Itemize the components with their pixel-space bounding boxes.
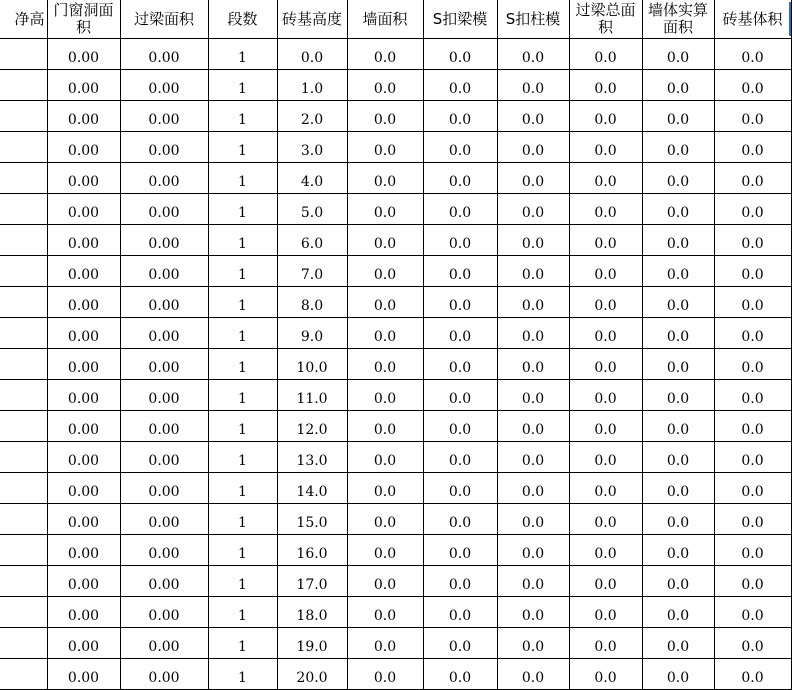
cell-brick-base-volume[interactable]: 0.0 — [714, 194, 791, 225]
cell-wall-area[interactable]: 0.0 — [347, 318, 423, 349]
cell-door-window-area[interactable]: 0.00 — [47, 163, 120, 194]
cell-lintel-total-area[interactable]: 0.0 — [569, 225, 642, 256]
cell-wall-area[interactable]: 0.0 — [347, 163, 423, 194]
cell-lintel-total-area[interactable]: 0.0 — [569, 163, 642, 194]
cell-wall-area[interactable]: 0.0 — [347, 566, 423, 597]
cell-brick-base-volume[interactable]: 0.0 — [714, 597, 791, 628]
cell-wall-net-area[interactable]: 0.0 — [642, 597, 714, 628]
cell-lintel-area[interactable]: 0.00 — [120, 380, 208, 411]
cell-net-height[interactable] — [0, 504, 47, 535]
cell-wall-net-area[interactable]: 0.0 — [642, 318, 714, 349]
cell-brick-base-height[interactable]: 11.0 — [277, 380, 347, 411]
cell-column-formwork-deduct[interactable]: 0.0 — [497, 628, 569, 659]
table-row — [0, 349, 791, 380]
cell-segments[interactable]: 1 — [208, 411, 277, 442]
cell-beam-formwork-deduct[interactable]: 0.0 — [423, 380, 497, 411]
cell-wall-area[interactable]: 0.0 — [347, 39, 423, 70]
cell-beam-formwork-deduct[interactable]: 0.0 — [423, 442, 497, 473]
cell-door-window-area[interactable]: 0.00 — [47, 318, 120, 349]
cell-brick-base-volume[interactable]: 0.0 — [714, 101, 791, 132]
cell-segments[interactable]: 1 — [208, 70, 277, 101]
cell-beam-formwork-deduct[interactable]: 0.0 — [423, 256, 497, 287]
cell-wall-area[interactable]: 0.0 — [347, 256, 423, 287]
cell-net-height[interactable] — [0, 287, 47, 318]
cell-brick-base-volume[interactable]: 0.0 — [714, 225, 791, 256]
cell-wall-net-area[interactable]: 0.0 — [642, 70, 714, 101]
table-row — [0, 194, 791, 225]
cell-brick-base-height[interactable]: 17.0 — [277, 566, 347, 597]
cell-brick-base-volume[interactable]: 0.0 — [714, 318, 791, 349]
cell-lintel-total-area[interactable]: 0.0 — [569, 442, 642, 473]
cell-net-height[interactable] — [0, 411, 47, 442]
cell-brick-base-height[interactable]: 10.0 — [277, 349, 347, 380]
cell-beam-formwork-deduct[interactable]: 0.0 — [423, 287, 497, 318]
cell-lintel-area[interactable]: 0.00 — [120, 225, 208, 256]
cell-lintel-total-area[interactable]: 0.0 — [569, 101, 642, 132]
cell-wall-area[interactable]: 0.0 — [347, 411, 423, 442]
cell-net-height[interactable] — [0, 628, 47, 659]
cell-segments[interactable]: 1 — [208, 318, 277, 349]
cell-wall-area[interactable]: 0.0 — [347, 132, 423, 163]
cell-brick-base-volume[interactable]: 0.0 — [714, 411, 791, 442]
cell-net-height[interactable] — [0, 256, 47, 287]
cell-column-formwork-deduct[interactable]: 0.0 — [497, 411, 569, 442]
cell-wall-area[interactable]: 0.0 — [347, 659, 423, 690]
cell-brick-base-volume[interactable]: 0.0 — [714, 256, 791, 287]
header-wall-net-area[interactable]: 墙体实算面积 — [642, 0, 714, 39]
cell-column-formwork-deduct[interactable]: 0.0 — [497, 132, 569, 163]
cell-net-height[interactable] — [0, 380, 47, 411]
cell-beam-formwork-deduct[interactable]: 0.0 — [423, 163, 497, 194]
cell-lintel-area[interactable]: 0.00 — [120, 101, 208, 132]
table-row — [0, 473, 791, 504]
cell-beam-formwork-deduct[interactable]: 0.0 — [423, 349, 497, 380]
cell-lintel-area[interactable]: 0.00 — [120, 473, 208, 504]
header-lintel-total-area[interactable]: 过梁总面积 — [569, 0, 642, 39]
cell-column-formwork-deduct[interactable]: 0.0 — [497, 318, 569, 349]
cell-door-window-area[interactable]: 0.00 — [47, 101, 120, 132]
cell-lintel-area[interactable]: 0.00 — [120, 535, 208, 566]
cell-door-window-area[interactable]: 0.00 — [47, 256, 120, 287]
cell-net-height[interactable] — [0, 318, 47, 349]
cell-wall-net-area[interactable]: 0.0 — [642, 628, 714, 659]
cell-door-window-area[interactable]: 0.00 — [47, 225, 120, 256]
table-row — [0, 70, 791, 101]
cell-brick-base-height[interactable]: 15.0 — [277, 504, 347, 535]
cell-wall-net-area[interactable]: 0.0 — [642, 411, 714, 442]
cell-column-formwork-deduct[interactable]: 0.0 — [497, 473, 569, 504]
cell-brick-base-volume[interactable]: 0.0 — [714, 628, 791, 659]
cell-brick-base-height[interactable]: 14.0 — [277, 473, 347, 504]
cell-wall-net-area[interactable]: 0.0 — [642, 39, 714, 70]
cell-lintel-total-area[interactable]: 0.0 — [569, 194, 642, 225]
cell-brick-base-volume[interactable]: 0.0 — [714, 39, 791, 70]
cell-lintel-total-area[interactable]: 0.0 — [569, 70, 642, 101]
cell-lintel-total-area[interactable]: 0.0 — [569, 349, 642, 380]
cell-lintel-area[interactable]: 0.00 — [120, 442, 208, 473]
cell-brick-base-height[interactable]: 0.0 — [277, 39, 347, 70]
cell-wall-area[interactable]: 0.0 — [347, 442, 423, 473]
cell-wall-area[interactable]: 0.0 — [347, 194, 423, 225]
cell-segments[interactable]: 1 — [208, 132, 277, 163]
cell-brick-base-height[interactable]: 8.0 — [277, 287, 347, 318]
cell-wall-net-area[interactable]: 0.0 — [642, 225, 714, 256]
cell-segments[interactable]: 1 — [208, 194, 277, 225]
cell-wall-net-area[interactable]: 0.0 — [642, 473, 714, 504]
cell-lintel-total-area[interactable]: 0.0 — [569, 318, 642, 349]
cell-wall-area[interactable]: 0.0 — [347, 70, 423, 101]
cell-brick-base-volume[interactable]: 0.0 — [714, 70, 791, 101]
header-wall-area[interactable]: 墙面积 — [347, 0, 423, 39]
cell-wall-net-area[interactable]: 0.0 — [642, 380, 714, 411]
cell-net-height[interactable] — [0, 39, 47, 70]
cell-wall-net-area[interactable]: 0.0 — [642, 101, 714, 132]
cell-lintel-area[interactable]: 0.00 — [120, 411, 208, 442]
cell-brick-base-volume[interactable]: 0.0 — [714, 504, 791, 535]
cell-wall-net-area[interactable]: 0.0 — [642, 132, 714, 163]
cell-segments[interactable]: 1 — [208, 39, 277, 70]
cell-column-formwork-deduct[interactable]: 0.0 — [497, 287, 569, 318]
cell-column-formwork-deduct[interactable]: 0.0 — [497, 504, 569, 535]
cell-segments[interactable]: 1 — [208, 442, 277, 473]
cell-lintel-total-area[interactable]: 0.0 — [569, 39, 642, 70]
cell-lintel-area[interactable]: 0.00 — [120, 132, 208, 163]
cell-lintel-total-area[interactable]: 0.0 — [569, 287, 642, 318]
cell-wall-net-area[interactable]: 0.0 — [642, 504, 714, 535]
cell-wall-area[interactable]: 0.0 — [347, 225, 423, 256]
cell-brick-base-height[interactable]: 5.0 — [277, 194, 347, 225]
cell-column-formwork-deduct[interactable]: 0.0 — [497, 256, 569, 287]
header-brick-base-volume[interactable]: 砖基体积 — [714, 0, 791, 39]
table-row — [0, 535, 791, 566]
cell-net-height[interactable] — [0, 473, 47, 504]
cell-beam-formwork-deduct[interactable]: 0.0 — [423, 535, 497, 566]
active-cell-edge — [789, 2, 791, 36]
header-net-height[interactable]: 净高 — [0, 0, 47, 39]
cell-segments[interactable]: 1 — [208, 659, 277, 690]
cell-column-formwork-deduct[interactable]: 0.0 — [497, 70, 569, 101]
cell-door-window-area[interactable]: 0.00 — [47, 132, 120, 163]
table-row — [0, 659, 791, 690]
cell-beam-formwork-deduct[interactable]: 0.0 — [423, 101, 497, 132]
cell-lintel-total-area[interactable]: 0.0 — [569, 473, 642, 504]
header-lintel-area[interactable]: 过梁面积 — [120, 0, 208, 39]
cell-segments[interactable]: 1 — [208, 380, 277, 411]
cell-door-window-area[interactable]: 0.00 — [47, 597, 120, 628]
cell-wall-area[interactable]: 0.0 — [347, 597, 423, 628]
cell-lintel-total-area[interactable]: 0.0 — [569, 132, 642, 163]
cell-lintel-area[interactable]: 0.00 — [120, 256, 208, 287]
header-brick-base-height[interactable]: 砖基高度 — [277, 0, 347, 39]
cell-door-window-area[interactable]: 0.00 — [47, 535, 120, 566]
cell-wall-net-area[interactable]: 0.0 — [642, 535, 714, 566]
table-row — [0, 101, 791, 132]
cell-column-formwork-deduct[interactable]: 0.0 — [497, 194, 569, 225]
cell-lintel-area[interactable]: 0.00 — [120, 349, 208, 380]
cell-segments[interactable]: 1 — [208, 163, 277, 194]
cell-beam-formwork-deduct[interactable]: 0.0 — [423, 318, 497, 349]
cell-brick-base-height[interactable]: 19.0 — [277, 628, 347, 659]
cell-lintel-area[interactable]: 0.00 — [120, 597, 208, 628]
cell-lintel-area[interactable]: 0.00 — [120, 163, 208, 194]
cell-beam-formwork-deduct[interactable]: 0.0 — [423, 39, 497, 70]
cell-segments[interactable]: 1 — [208, 225, 277, 256]
cell-brick-base-height[interactable]: 20.0 — [277, 659, 347, 690]
cell-net-height[interactable] — [0, 659, 47, 690]
cell-net-height[interactable] — [0, 566, 47, 597]
cell-brick-base-volume[interactable]: 0.0 — [714, 163, 791, 194]
table-row — [0, 628, 791, 659]
cell-wall-area[interactable]: 0.0 — [347, 628, 423, 659]
table-row — [0, 442, 791, 473]
cell-wall-net-area[interactable]: 0.0 — [642, 659, 714, 690]
cell-brick-base-height[interactable]: 18.0 — [277, 597, 347, 628]
cell-brick-base-height[interactable]: 3.0 — [277, 132, 347, 163]
cell-brick-base-volume[interactable]: 0.0 — [714, 659, 791, 690]
cell-wall-area[interactable]: 0.0 — [347, 473, 423, 504]
cell-door-window-area[interactable]: 0.00 — [47, 380, 120, 411]
cell-beam-formwork-deduct[interactable]: 0.0 — [423, 194, 497, 225]
table-row — [0, 566, 791, 597]
cell-brick-base-height[interactable]: 13.0 — [277, 442, 347, 473]
cell-lintel-area[interactable]: 0.00 — [120, 628, 208, 659]
cell-wall-area[interactable]: 0.0 — [347, 504, 423, 535]
table-row — [0, 163, 791, 194]
header-segments[interactable]: 段数 — [208, 0, 277, 39]
cell-net-height[interactable] — [0, 194, 47, 225]
table-row — [0, 597, 791, 628]
cell-door-window-area[interactable]: 0.00 — [47, 70, 120, 101]
cell-lintel-total-area[interactable]: 0.0 — [569, 380, 642, 411]
cell-brick-base-height[interactable]: 4.0 — [277, 163, 347, 194]
cell-column-formwork-deduct[interactable]: 0.0 — [497, 566, 569, 597]
cell-beam-formwork-deduct[interactable]: 0.0 — [423, 132, 497, 163]
table-row — [0, 504, 791, 535]
cell-lintel-area[interactable]: 0.00 — [120, 194, 208, 225]
cell-brick-base-height[interactable]: 2.0 — [277, 101, 347, 132]
cell-beam-formwork-deduct[interactable]: 0.0 — [423, 659, 497, 690]
cell-lintel-area[interactable]: 0.00 — [120, 318, 208, 349]
cell-column-formwork-deduct[interactable]: 0.0 — [497, 597, 569, 628]
cell-lintel-area[interactable]: 0.00 — [120, 70, 208, 101]
header-door-window-area[interactable]: 门窗洞面积 — [47, 0, 120, 39]
cell-wall-net-area[interactable]: 0.0 — [642, 566, 714, 597]
cell-door-window-area[interactable]: 0.00 — [47, 349, 120, 380]
table-row — [0, 225, 791, 256]
cell-lintel-total-area[interactable]: 0.0 — [569, 628, 642, 659]
table-row — [0, 132, 791, 163]
cell-brick-base-height[interactable]: 9.0 — [277, 318, 347, 349]
cell-column-formwork-deduct[interactable]: 0.0 — [497, 380, 569, 411]
cell-brick-base-volume[interactable]: 0.0 — [714, 535, 791, 566]
cell-door-window-area[interactable]: 0.00 — [47, 194, 120, 225]
cell-wall-area[interactable]: 0.0 — [347, 349, 423, 380]
cell-beam-formwork-deduct[interactable]: 0.0 — [423, 225, 497, 256]
cell-door-window-area[interactable]: 0.00 — [47, 473, 120, 504]
cell-brick-base-volume[interactable]: 0.0 — [714, 442, 791, 473]
table-row — [0, 380, 791, 411]
cell-door-window-area[interactable]: 0.00 — [47, 566, 120, 597]
cell-lintel-total-area[interactable]: 0.0 — [569, 659, 642, 690]
cell-wall-net-area[interactable]: 0.0 — [642, 163, 714, 194]
cell-column-formwork-deduct[interactable]: 0.0 — [497, 163, 569, 194]
cell-wall-net-area[interactable]: 0.0 — [642, 349, 714, 380]
cell-beam-formwork-deduct[interactable]: 0.0 — [423, 70, 497, 101]
table-row — [0, 411, 791, 442]
cell-column-formwork-deduct[interactable]: 0.0 — [497, 101, 569, 132]
cell-segments[interactable]: 1 — [208, 535, 277, 566]
cell-brick-base-volume[interactable]: 0.0 — [714, 473, 791, 504]
cell-lintel-total-area[interactable]: 0.0 — [569, 597, 642, 628]
cell-beam-formwork-deduct[interactable]: 0.0 — [423, 566, 497, 597]
cell-wall-net-area[interactable]: 0.0 — [642, 256, 714, 287]
cell-beam-formwork-deduct[interactable]: 0.0 — [423, 411, 497, 442]
cell-door-window-area[interactable]: 0.00 — [47, 39, 120, 70]
cell-segments[interactable]: 1 — [208, 287, 277, 318]
cell-lintel-total-area[interactable]: 0.0 — [569, 566, 642, 597]
cell-door-window-area[interactable]: 0.00 — [47, 504, 120, 535]
cell-column-formwork-deduct[interactable]: 0.0 — [497, 535, 569, 566]
cell-lintel-area[interactable]: 0.00 — [120, 287, 208, 318]
header-beam-formwork-deduct[interactable]: S扣梁模 — [423, 0, 497, 39]
cell-door-window-area[interactable]: 0.00 — [47, 442, 120, 473]
cell-wall-net-area[interactable]: 0.0 — [642, 442, 714, 473]
cell-segments[interactable]: 1 — [208, 256, 277, 287]
cell-segments[interactable]: 1 — [208, 473, 277, 504]
cell-lintel-total-area[interactable]: 0.0 — [569, 256, 642, 287]
cell-net-height[interactable] — [0, 132, 47, 163]
table-body — [0, 39, 791, 690]
cell-lintel-total-area[interactable]: 0.0 — [569, 504, 642, 535]
cell-lintel-area[interactable]: 0.00 — [120, 566, 208, 597]
cell-brick-base-volume[interactable]: 0.0 — [714, 380, 791, 411]
cell-brick-base-height[interactable]: 7.0 — [277, 256, 347, 287]
cell-door-window-area[interactable]: 0.00 — [47, 628, 120, 659]
cell-beam-formwork-deduct[interactable]: 0.0 — [423, 597, 497, 628]
cell-segments[interactable]: 1 — [208, 628, 277, 659]
table-row — [0, 39, 791, 70]
cell-brick-base-height[interactable]: 1.0 — [277, 70, 347, 101]
cell-lintel-area[interactable]: 0.00 — [120, 39, 208, 70]
cell-column-formwork-deduct[interactable]: 0.0 — [497, 39, 569, 70]
cell-wall-area[interactable]: 0.0 — [347, 101, 423, 132]
cell-wall-net-area[interactable]: 0.0 — [642, 194, 714, 225]
cell-brick-base-height[interactable]: 6.0 — [277, 225, 347, 256]
cell-lintel-area[interactable]: 0.00 — [120, 504, 208, 535]
cell-lintel-total-area[interactable]: 0.0 — [569, 535, 642, 566]
cell-beam-formwork-deduct[interactable]: 0.0 — [423, 473, 497, 504]
header-column-formwork-deduct[interactable]: S扣柱模 — [497, 0, 569, 39]
cell-net-height[interactable] — [0, 442, 47, 473]
cell-column-formwork-deduct[interactable]: 0.0 — [497, 442, 569, 473]
cell-beam-formwork-deduct[interactable]: 0.0 — [423, 628, 497, 659]
cell-segments[interactable]: 1 — [208, 566, 277, 597]
cell-net-height[interactable] — [0, 163, 47, 194]
cell-column-formwork-deduct[interactable]: 0.0 — [497, 225, 569, 256]
cell-wall-net-area[interactable]: 0.0 — [642, 287, 714, 318]
cell-segments[interactable]: 1 — [208, 597, 277, 628]
cell-door-window-area[interactable]: 0.00 — [47, 411, 120, 442]
cell-door-window-area[interactable]: 0.00 — [47, 659, 120, 690]
header-row — [0, 0, 791, 39]
cell-brick-base-volume[interactable]: 0.0 — [714, 566, 791, 597]
cell-wall-area[interactable]: 0.0 — [347, 380, 423, 411]
cell-brick-base-height[interactable]: 16.0 — [277, 535, 347, 566]
cell-column-formwork-deduct[interactable]: 0.0 — [497, 349, 569, 380]
cell-segments[interactable]: 1 — [208, 349, 277, 380]
cell-net-height[interactable] — [0, 349, 47, 380]
cell-wall-area[interactable]: 0.0 — [347, 535, 423, 566]
cell-brick-base-volume[interactable]: 0.0 — [714, 349, 791, 380]
table-row — [0, 256, 791, 287]
cell-brick-base-height[interactable]: 12.0 — [277, 411, 347, 442]
cell-segments[interactable]: 1 — [208, 504, 277, 535]
cell-net-height[interactable] — [0, 535, 47, 566]
table-row — [0, 287, 791, 318]
cell-wall-area[interactable]: 0.0 — [347, 287, 423, 318]
cell-brick-base-volume[interactable]: 0.0 — [714, 132, 791, 163]
cell-net-height[interactable] — [0, 597, 47, 628]
cell-net-height[interactable] — [0, 225, 47, 256]
table-row — [0, 318, 791, 349]
cell-door-window-area[interactable]: 0.00 — [47, 287, 120, 318]
cell-net-height[interactable] — [0, 70, 47, 101]
cell-lintel-area[interactable]: 0.00 — [120, 659, 208, 690]
cell-column-formwork-deduct[interactable]: 0.0 — [497, 659, 569, 690]
cell-brick-base-volume[interactable]: 0.0 — [714, 287, 791, 318]
cell-segments[interactable]: 1 — [208, 101, 277, 132]
cell-beam-formwork-deduct[interactable]: 0.0 — [423, 504, 497, 535]
cell-lintel-total-area[interactable]: 0.0 — [569, 411, 642, 442]
cell-net-height[interactable] — [0, 101, 47, 132]
